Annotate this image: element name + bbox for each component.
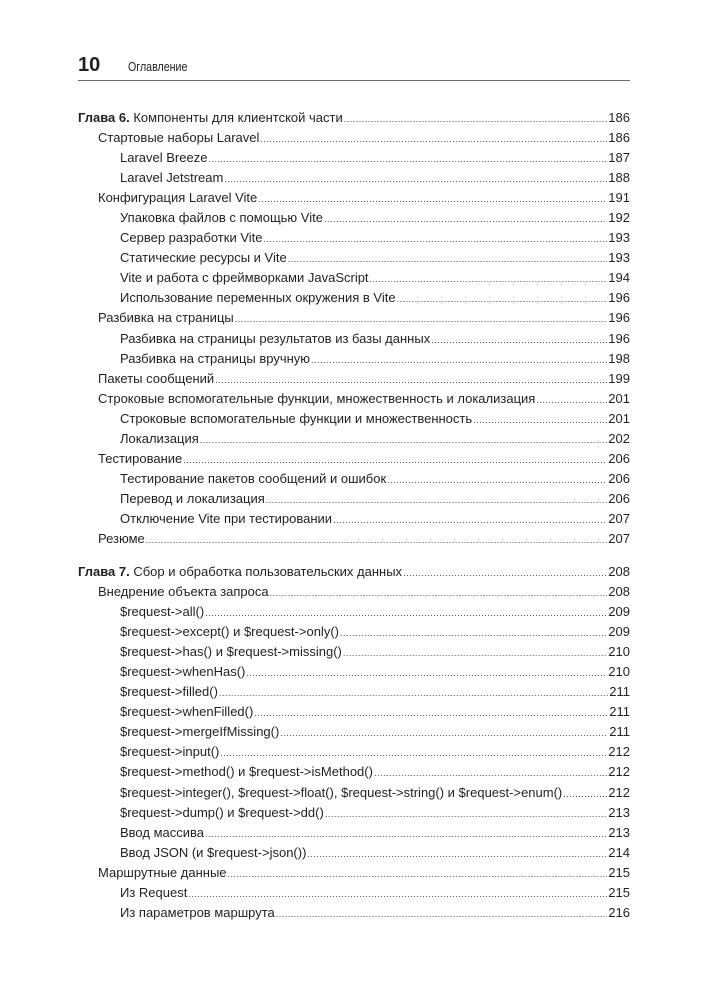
dot-leader [344, 109, 608, 129]
entry-title: Внедрение объекта запроса [98, 584, 269, 600]
page-ref: 209 [608, 624, 630, 640]
dot-leader [311, 350, 607, 370]
dot-leader [183, 450, 607, 470]
running-header [78, 52, 630, 81]
toc-entry [78, 823, 630, 843]
page-ref: 213 [608, 824, 630, 840]
dot-leader [403, 563, 607, 583]
dot-leader [387, 470, 607, 490]
toc-entry [78, 349, 630, 369]
page-ref: 209 [608, 604, 630, 620]
toc-entry [78, 803, 630, 823]
page-ref: 198 [608, 350, 630, 366]
dot-leader [270, 583, 608, 603]
page-ref: 207 [608, 510, 630, 526]
page-ref: 214 [608, 844, 630, 860]
dot-leader [280, 723, 608, 743]
entry-title: Резюме [98, 530, 145, 546]
header-title: Оглавление [128, 59, 188, 74]
dot-leader [340, 623, 607, 643]
toc-entry [78, 208, 630, 228]
entry-title: Из параметров маршрута [120, 904, 275, 920]
entry-title: Использование переменных окружения в Vite [120, 290, 396, 306]
toc-entry [78, 642, 630, 662]
page-ref: 206 [608, 470, 630, 486]
toc-entry [78, 682, 630, 702]
toc-entry [78, 268, 630, 288]
page-ref: 201 [608, 390, 630, 406]
entry-title: $request->whenHas() [120, 664, 246, 680]
page-ref: 193 [608, 230, 630, 246]
toc-entry [78, 622, 630, 642]
toc-entry [78, 429, 630, 449]
dot-leader [325, 804, 607, 824]
dot-leader [258, 189, 607, 209]
page-ref: 186 [608, 110, 630, 125]
dot-leader [224, 169, 607, 189]
toc-entry [78, 529, 630, 549]
dot-leader [220, 743, 607, 763]
toc-entry [78, 883, 630, 903]
dot-leader [260, 129, 607, 149]
page-ref: 187 [608, 150, 630, 166]
dot-leader [228, 864, 608, 884]
toc-entry [78, 389, 630, 409]
entry-title: Ввод JSON (и $request->json()) [120, 844, 307, 860]
chapter-title [78, 108, 343, 128]
page-ref: 206 [608, 490, 630, 506]
toc-chapter-row [78, 562, 630, 582]
entry-title: $request->input() [120, 744, 220, 760]
toc-entry [78, 308, 630, 328]
entry-title: Локализация [120, 430, 199, 446]
dot-leader [205, 824, 607, 844]
page-ref: 210 [608, 644, 630, 660]
chapter-label: Глава 7. [78, 564, 130, 579]
toc-entry [78, 602, 630, 622]
entry-title: Маршрутные данные [98, 864, 227, 880]
entry-title: Vite и работа с фреймворками JavaScript [120, 270, 369, 286]
toc-entry [78, 409, 630, 429]
dot-leader [215, 370, 607, 390]
dot-leader [288, 249, 608, 269]
toc-entry [78, 742, 630, 762]
dot-leader [536, 390, 607, 410]
entry-title: Строковые вспомогательные функции, множественность и локализация [98, 390, 536, 406]
dot-leader [397, 289, 608, 309]
dot-leader [343, 643, 607, 663]
entry-title: Конфигурация Laravel Vite [98, 190, 258, 206]
entry-title: Сервер разработки Vite [120, 230, 263, 246]
page-ref: 207 [608, 530, 630, 546]
dot-leader [563, 784, 607, 804]
page-ref: 192 [608, 210, 630, 226]
toc-entry [78, 329, 630, 349]
page-ref: 211 [609, 704, 630, 720]
page-ref: 196 [608, 310, 630, 326]
entry-title: Отключение Vite при тестировании [120, 510, 333, 526]
page-ref: 216 [608, 904, 630, 920]
entry-title: $request->filled() [120, 684, 218, 700]
dot-leader [219, 683, 608, 703]
dot-leader [374, 763, 607, 783]
entry-title: $request->mergeIfMissing() [120, 724, 280, 740]
dot-leader [146, 530, 608, 550]
entry-title: Laravel Breeze [120, 150, 208, 166]
chapter-label: Глава 6. [78, 110, 130, 125]
page-ref: 215 [608, 864, 630, 880]
entry-title: Laravel Jetstream [120, 170, 224, 186]
toc-entry [78, 128, 630, 148]
entry-title: Тестирование пакетов сообщений и ошибок [120, 470, 387, 486]
page-ref: 193 [608, 250, 630, 266]
entry-title: Разбивка на страницы вручную [120, 350, 311, 366]
page-ref: 188 [608, 170, 630, 186]
dot-leader [200, 430, 608, 450]
dot-leader [333, 510, 607, 530]
page-ref: 196 [608, 290, 630, 306]
page-ref: 210 [608, 664, 630, 680]
dot-leader [188, 884, 607, 904]
dot-leader [205, 603, 607, 623]
page-ref: 194 [608, 270, 630, 286]
entry-title: $request->dump() и $request->dd() [120, 804, 324, 820]
page-number: 10 [78, 54, 101, 76]
entry-title: Ввод массива [120, 824, 204, 840]
entry-title: $request->all() [120, 604, 205, 620]
page-ref: 211 [609, 724, 630, 740]
page-ref: 213 [608, 804, 630, 820]
toc-entry [78, 903, 630, 923]
page-ref: 186 [608, 130, 630, 146]
dot-leader [254, 703, 608, 723]
page-ref: 215 [608, 884, 630, 900]
page-ref: 212 [608, 744, 630, 760]
entry-title: $request->method() и $request->isMethod() [120, 764, 373, 780]
page-ref: 208 [608, 564, 630, 579]
page-ref: 212 [608, 764, 630, 780]
toc-entry [78, 188, 630, 208]
page-ref: 201 [608, 410, 630, 426]
page-ref: 211 [609, 684, 630, 700]
entry-title: Перевод и локализация [120, 490, 265, 506]
entry-title: Тестирование [98, 450, 183, 466]
page-ref: 206 [608, 450, 630, 466]
chapter-6-toc [78, 108, 630, 549]
toc-entry [78, 863, 630, 883]
toc-entry [78, 702, 630, 722]
toc-entry [78, 662, 630, 682]
page-ref: 208 [608, 584, 630, 600]
toc-entry [78, 228, 630, 248]
entry-title: Из Request [120, 884, 188, 900]
entry-title: Пакеты сообщений [98, 370, 215, 386]
chapter-name: Компоненты для клиентской части [133, 110, 343, 125]
toc-entry [78, 168, 630, 188]
entry-title: Разбивка на страницы [98, 310, 234, 326]
entry-title: Статические ресурсы и Vite [120, 250, 287, 266]
page-ref: 199 [608, 370, 630, 386]
entry-title: Стартовые наборы Laravel [98, 130, 260, 146]
dot-leader [307, 844, 607, 864]
entry-title: $request->integer(), $request->float(), $request->string() и $request->enum() [120, 784, 563, 800]
toc-entry [78, 369, 630, 389]
entry-title: $request->whenFilled() [120, 704, 254, 720]
dot-leader [264, 229, 608, 249]
toc-entry [78, 469, 630, 489]
chapter-title [78, 562, 402, 582]
toc-entry [78, 582, 630, 602]
toc-chapter-row [78, 108, 630, 128]
page-ref: 191 [608, 190, 630, 206]
chapter-7-toc [78, 562, 630, 923]
toc-entry [78, 509, 630, 529]
entry-title: $request->has() и $request->missing() [120, 644, 342, 660]
toc-entry [78, 762, 630, 782]
toc-entry [78, 449, 630, 469]
dot-leader [473, 410, 607, 430]
page-ref: 202 [608, 430, 630, 446]
page-ref: 212 [608, 784, 630, 800]
dot-leader [370, 269, 608, 289]
entry-title: $request->except() и $request->only() [120, 624, 339, 640]
entry-title: Разбивка на страницы результатов из базы данных [120, 330, 431, 346]
toc-entry [78, 148, 630, 168]
entry-title: Упаковка файлов с помощью Vite [120, 210, 323, 226]
chapter-name: Сбор и обработка пользовательских данных [133, 564, 403, 579]
dot-leader [431, 330, 607, 350]
toc-entry [78, 248, 630, 268]
dot-leader [208, 149, 607, 169]
toc-entry [78, 288, 630, 308]
dot-leader [246, 663, 607, 683]
toc-entry [78, 783, 630, 803]
dot-leader [266, 490, 608, 510]
toc-entry [78, 843, 630, 863]
toc-entry [78, 489, 630, 509]
toc-entry [78, 722, 630, 742]
entry-title: Строковые вспомогательные функции и множественность [120, 410, 473, 426]
dot-leader [276, 904, 608, 924]
dot-leader [324, 209, 607, 229]
dot-leader [235, 309, 608, 329]
page-ref: 196 [608, 330, 630, 346]
